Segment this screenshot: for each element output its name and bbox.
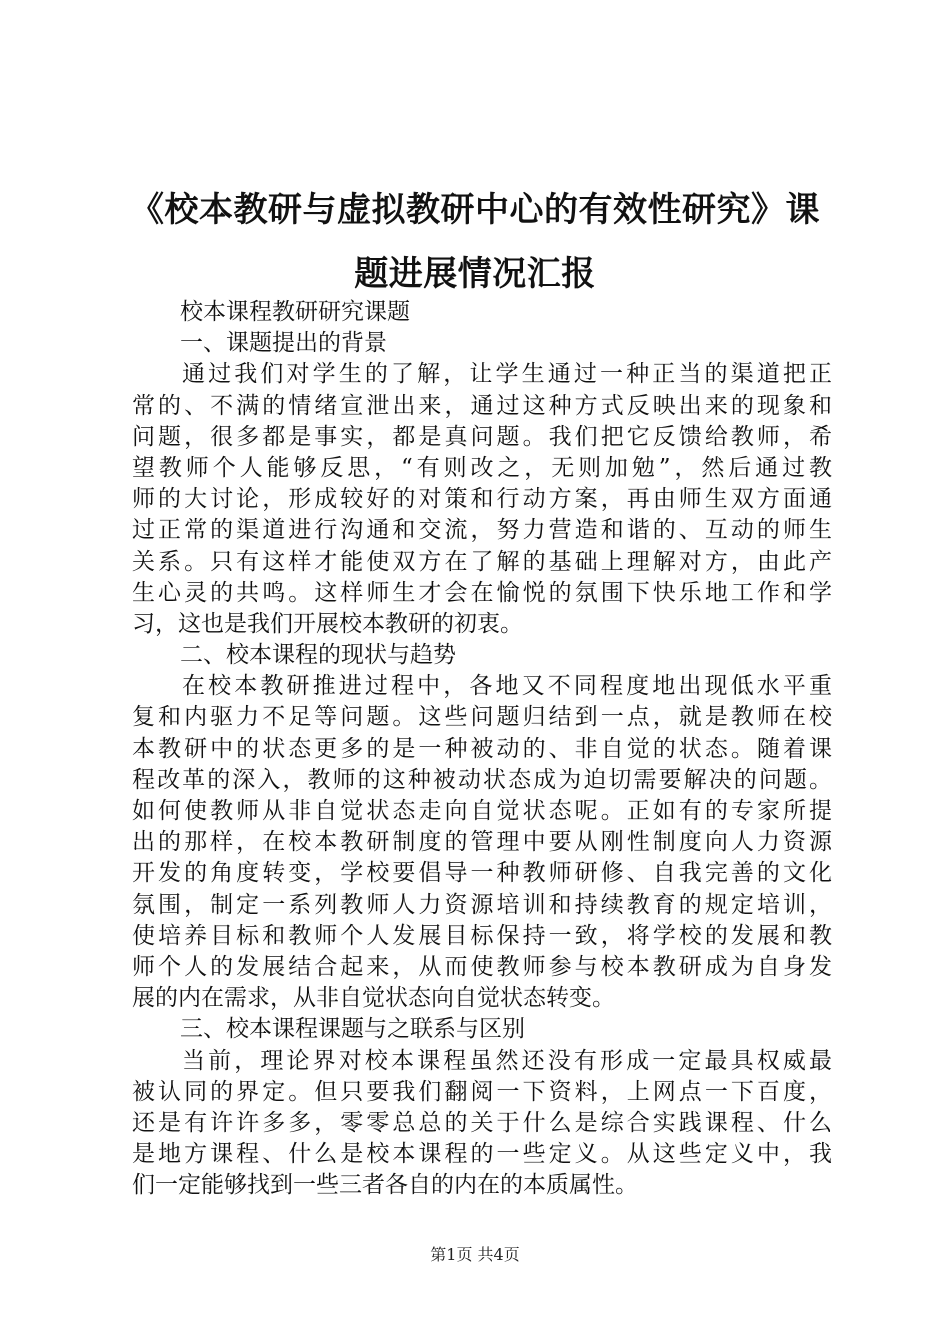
- paragraph-line: 如何使教师从非自觉状态走向自觉状态呢。正如有的专家所提: [132, 798, 832, 824]
- paragraph-line: 通过我们对学生的了解，让学生通过一种正当的渠道把正: [182, 361, 832, 388]
- paragraph-line: 们一定能够找到一些三者各自的内在的本质属性。: [132, 1172, 638, 1199]
- paragraph-line: 使培养目标和教师个人发展目标保持一致，将学校的发展和教: [132, 922, 832, 949]
- paragraph-line: 师的大讨论，形成较好的对策和行动方案，再由师生双方面通: [132, 486, 832, 513]
- section-heading: 二、校本课程的现状与趋势: [180, 642, 456, 669]
- paragraph-line: 当前，理论界对校本课程虽然还没有形成一定最具权威最: [182, 1047, 832, 1074]
- paragraph-line: 望教师个人能够反思，“有则改之，无则加勉”，然后通过教: [132, 454, 832, 481]
- paragraph-line: 生心灵的共鸣。这样师生才会在愉悦的氛围下快乐地工作和学: [132, 579, 832, 606]
- paragraph-line: 程改革的深入，教师的这种被动状态成为迫切需要解决的问题。: [132, 766, 832, 793]
- title-line-1: 《校本教研与虚拟教研中心的有效性研究》课: [130, 190, 820, 230]
- paragraph-line: 关系。只有这样才能使双方在了解的基础上理解对方，由此产: [132, 548, 832, 575]
- document-title: [100, 178, 850, 306]
- paragraph-line: 过正常的渠道进行沟通和交流，努力营造和谐的、互动的师生: [132, 517, 832, 544]
- paragraph-line: 开发的角度转变，学校要倡导一种教师研修、自我完善的文化: [132, 860, 832, 887]
- paragraph-line: 习，这也是我们开展校本教研的初衷。: [132, 610, 523, 637]
- paragraph-line: 常的、不满的情绪宣泄出来，通过这种方式反映出来的现象和: [132, 392, 832, 419]
- paragraph-line: 还是有许许多多，零零总总的关于什么是综合实践课程、什么: [132, 1109, 832, 1136]
- paragraph-line: 复和内驱力不足等问题。这些问题归结到一点，就是教师在校: [132, 704, 832, 731]
- paragraph-line: 出的那样，在校本教研制度的管理中要从刚性制度向人力资源: [132, 829, 832, 856]
- page-footer: 第1页 共4页: [430, 1245, 520, 1264]
- title-line-2: 题进展情况汇报: [354, 254, 596, 294]
- paragraph-line: 展的内在需求，从非自觉状态向自觉状态转变。: [132, 985, 615, 1012]
- section-heading: 三、校本课程课题与之联系与区别: [180, 1016, 525, 1043]
- paragraph-line: 氛围，制定一系列教师人力资源培训和持续教育的规定培训，: [132, 891, 832, 918]
- paragraph-line: 是地方课程、什么是校本课程的一些定义。从这些定义中，我: [132, 1141, 832, 1168]
- document-body: [132, 297, 832, 1201]
- paragraph-line: 被认同的界定。但只要我们翻阅一下资料，上网点一下百度，: [132, 1078, 832, 1105]
- paragraph-line: 本教研中的状态更多的是一种被动的、非自觉的状态。随着课: [132, 735, 832, 762]
- paragraph-line: 在校本教研推进过程中，各地又不同程度地出现低水平重: [182, 673, 832, 700]
- section-heading: 一、课题提出的背景: [180, 330, 387, 357]
- subtitle: 校本课程教研研究课题: [180, 299, 410, 325]
- paragraph-line: 问题，很多都是事实，都是真问题。我们把它反馈给教师，希: [132, 423, 832, 450]
- paragraph-line: 师个人的发展结合起来，从而使教师参与校本教研成为自身发: [132, 953, 832, 980]
